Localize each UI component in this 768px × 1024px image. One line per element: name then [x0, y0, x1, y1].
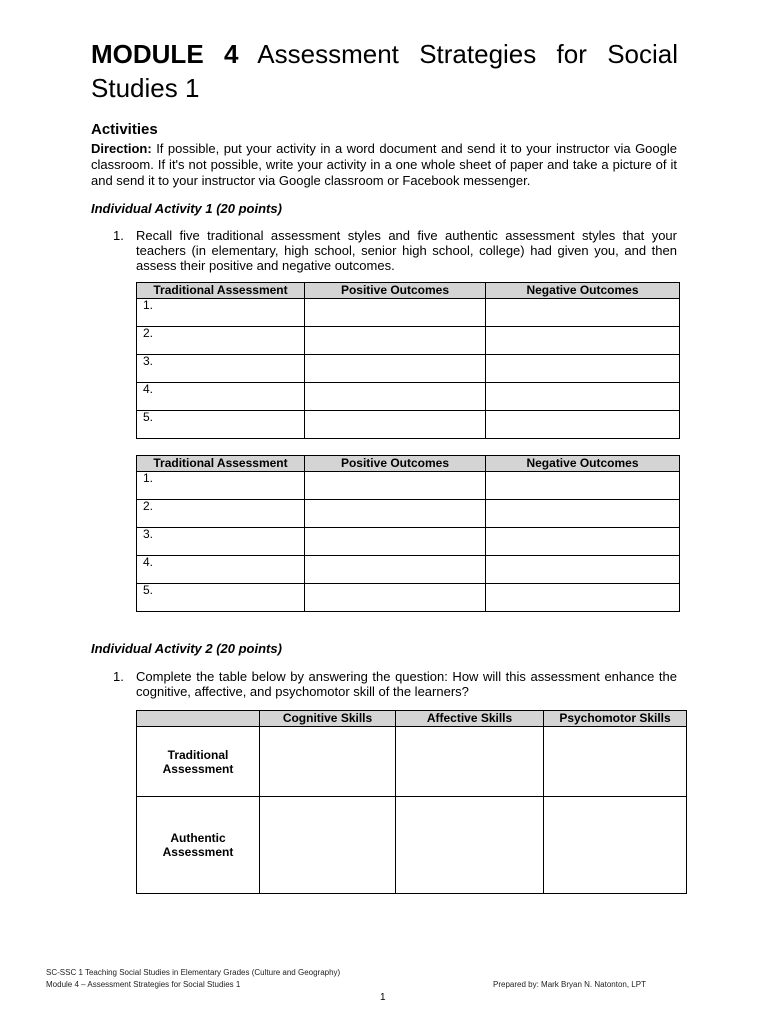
column-header: Traditional Assessment: [137, 456, 305, 472]
table-header-row: [137, 711, 687, 727]
answer-cell[interactable]: [305, 411, 486, 439]
answer-cell[interactable]: [486, 299, 680, 327]
table-row: [137, 797, 687, 894]
answer-cell[interactable]: [305, 383, 486, 411]
column-header: Psychomotor Skills: [544, 711, 687, 727]
activity1-table-2: [136, 455, 680, 612]
direction-paragraph: [91, 141, 677, 189]
activity1-table-1: [136, 282, 680, 439]
activity2-table: [136, 710, 687, 894]
column-header: [137, 711, 260, 727]
row-number-cell[interactable]: 4.: [137, 383, 305, 411]
column-header: Affective Skills: [396, 711, 544, 727]
row-number-cell[interactable]: 2.: [137, 500, 305, 528]
page-title: [91, 37, 678, 105]
answer-cell[interactable]: [486, 472, 680, 500]
answer-cell[interactable]: [544, 727, 687, 797]
row-number-cell[interactable]: 3.: [137, 528, 305, 556]
direction-label: Direction:: [91, 141, 152, 156]
row-number-cell[interactable]: 5.: [137, 584, 305, 612]
answer-cell[interactable]: [486, 500, 680, 528]
table-row: [137, 500, 680, 528]
row-number-cell[interactable]: 5.: [137, 411, 305, 439]
row-number-cell[interactable]: 3.: [137, 355, 305, 383]
column-header: Cognitive Skills: [260, 711, 396, 727]
answer-cell[interactable]: [486, 528, 680, 556]
answer-cell[interactable]: [486, 355, 680, 383]
answer-cell[interactable]: [305, 355, 486, 383]
activity1-heading: Individual Activity 1 (20 points): [91, 201, 282, 216]
answer-cell[interactable]: [396, 727, 544, 797]
row-label-traditional: Traditional Assessment: [137, 727, 260, 797]
table-row: [137, 411, 680, 439]
answer-cell[interactable]: [305, 556, 486, 584]
table-header-row: [137, 456, 680, 472]
column-header: Positive Outcomes: [305, 283, 486, 299]
answer-cell[interactable]: [305, 528, 486, 556]
table-row: [137, 528, 680, 556]
row-number-cell[interactable]: 1.: [137, 472, 305, 500]
answer-cell[interactable]: [486, 327, 680, 355]
answer-cell[interactable]: [486, 584, 680, 612]
answer-cell[interactable]: [305, 500, 486, 528]
answer-cell[interactable]: [305, 327, 486, 355]
footer-course: SC-SSC 1 Teaching Social Studies in Elementary Grades (Culture and Geography): [46, 968, 341, 977]
answer-cell[interactable]: [486, 411, 680, 439]
footer-module: Module 4 – Assessment Strategies for Social Studies 1: [46, 980, 241, 989]
activity2-heading: Individual Activity 2 (20 points): [91, 641, 282, 656]
table-header-row: [137, 283, 680, 299]
table-row: [137, 584, 680, 612]
activity2-item: [113, 669, 677, 701]
table-row: [137, 383, 680, 411]
answer-cell[interactable]: [396, 797, 544, 894]
answer-cell[interactable]: [260, 727, 396, 797]
column-header: Positive Outcomes: [305, 456, 486, 472]
module-title: Assessment Strategies for Social Studies 1: [91, 39, 679, 103]
table-row: [137, 355, 680, 383]
table-row: [137, 327, 680, 355]
row-number-cell[interactable]: 1.: [137, 299, 305, 327]
activity2-item-number: 1.: [113, 669, 124, 684]
row-number-cell[interactable]: 4.: [137, 556, 305, 584]
answer-cell[interactable]: [305, 584, 486, 612]
column-header: Negative Outcomes: [486, 283, 680, 299]
answer-cell[interactable]: [486, 556, 680, 584]
table-row: [137, 472, 680, 500]
activity1-item-number: 1.: [113, 228, 124, 243]
direction-text: If possible, put your activity in a word document and send it to your instructor via Google classroom. If it's not possible, write your activity in a one whole sheet of paper and take a picture of it and send it to your instructor via Google classroom or Facebook messenger.: [91, 141, 677, 188]
row-label-authentic: Authentic Assessment: [137, 797, 260, 894]
answer-cell[interactable]: [544, 797, 687, 894]
answer-cell[interactable]: [486, 383, 680, 411]
table-row: [137, 299, 680, 327]
table-row: [137, 556, 680, 584]
activity1-item: [113, 228, 677, 274]
row-number-cell[interactable]: 2.: [137, 327, 305, 355]
activities-heading: Activities: [91, 121, 158, 138]
answer-cell[interactable]: [260, 797, 396, 894]
footer-prepared-by: Prepared by: Mark Bryan N. Natonton, LPT: [493, 980, 646, 989]
table-row: [137, 727, 687, 797]
page-number: 1: [380, 992, 386, 1003]
module-label: MODULE 4: [91, 39, 239, 69]
column-header: Traditional Assessment: [137, 283, 305, 299]
activity1-item-text: Recall five traditional assessment styles and five authentic assessment styles that your teachers (in elementary, high school, senior high school, college) had given you, and then assess their positive and negative outcomes.: [136, 228, 677, 273]
answer-cell[interactable]: [305, 472, 486, 500]
activity2-item-text: Complete the table below by answering the question: How will this assessment enhance the cognitive, affective, and psychomotor skill of the learners?: [136, 669, 677, 699]
answer-cell[interactable]: [305, 299, 486, 327]
column-header: Negative Outcomes: [486, 456, 680, 472]
